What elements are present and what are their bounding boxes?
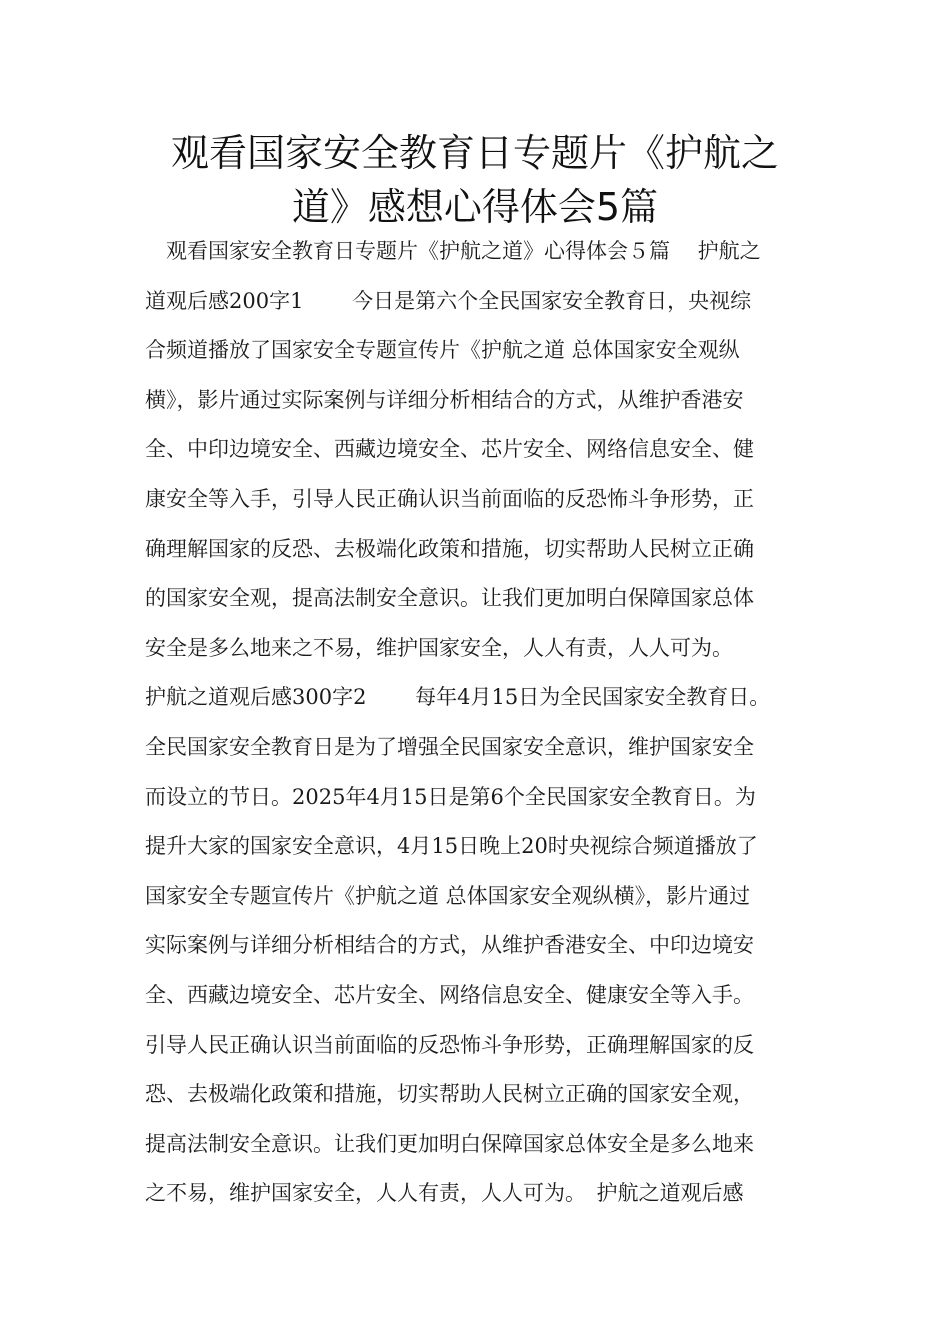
body-line: 国家安全专题宣传片《护航之道 总体国家安全观纵横》，影片通过 xyxy=(145,883,751,908)
body-line: 而设立的节日。2025年4月15日是第6个全民国家安全教育日。为 xyxy=(145,784,756,809)
body-line: 之不易，维护国家安全，人人有责，人人可为。 护航之道观后感 xyxy=(145,1181,744,1206)
body-line: 全、西藏边境安全、芯片安全、网络信息安全、健康安全等入手。 xyxy=(145,982,754,1007)
body-line: 横》，影片通过实际案例与详细分析相结合的方式，从维护香港安 xyxy=(145,387,744,412)
body-line: 确理解国家的反恐、去极端化政策和措施，切实帮助人民树立正确 xyxy=(145,536,754,561)
body-line: 道观后感200字1 今日是第六个全民国家安全教育日，央视综 xyxy=(145,288,752,313)
body-line: 提高法制安全意识。让我们更加明白保障国家总体安全是多么地来 xyxy=(145,1131,754,1156)
body-line: 实际案例与详细分析相结合的方式，从维护香港安全、中印边境安 xyxy=(145,933,754,958)
body-line: 全民国家安全教育日是为了增强全民国家安全意识，维护国家安全 xyxy=(145,734,754,759)
body-line: 康安全等入手，引导人民正确认识当前面临的反恐怖斗争形势，正 xyxy=(145,486,754,511)
body-line: 恐、去极端化政策和措施，切实帮助人民树立正确的国家安全观， xyxy=(145,1082,754,1107)
body-line: 全、中印边境安全、西藏边境安全、芯片安全、网络信息安全、健 xyxy=(145,437,754,462)
body-line: 提升大家的国家安全意识，4月15日晚上20时央视综合频道播放了 xyxy=(145,834,758,859)
body-line: 观看国家安全教育日专题片《护航之道》心得体会５篇 护航之 xyxy=(145,239,761,263)
body-line: 引导人民正确认识当前面临的反恐怖斗争形势，正确理解国家的反 xyxy=(145,1032,754,1057)
body-line: 护航之道观后感300字2 每年4月15日为全民国家安全教育日。 xyxy=(145,685,771,710)
document-body xyxy=(145,227,815,1219)
body-line: 合频道播放了国家安全专题宣传片《护航之道 总体国家安全观纵 xyxy=(145,338,740,363)
body-line: 安全是多么地来之不易，维护国家安全，人人有责，人人可为。 xyxy=(145,635,733,660)
body-line: 的国家安全观，提高法制安全意识。让我们更加明白保障国家总体 xyxy=(145,586,754,611)
title-line: 观看国家安全教育日专题片《护航之 xyxy=(170,131,779,175)
title-line: 道》感想心得体会5篇 xyxy=(291,185,659,229)
document-title xyxy=(120,126,830,234)
